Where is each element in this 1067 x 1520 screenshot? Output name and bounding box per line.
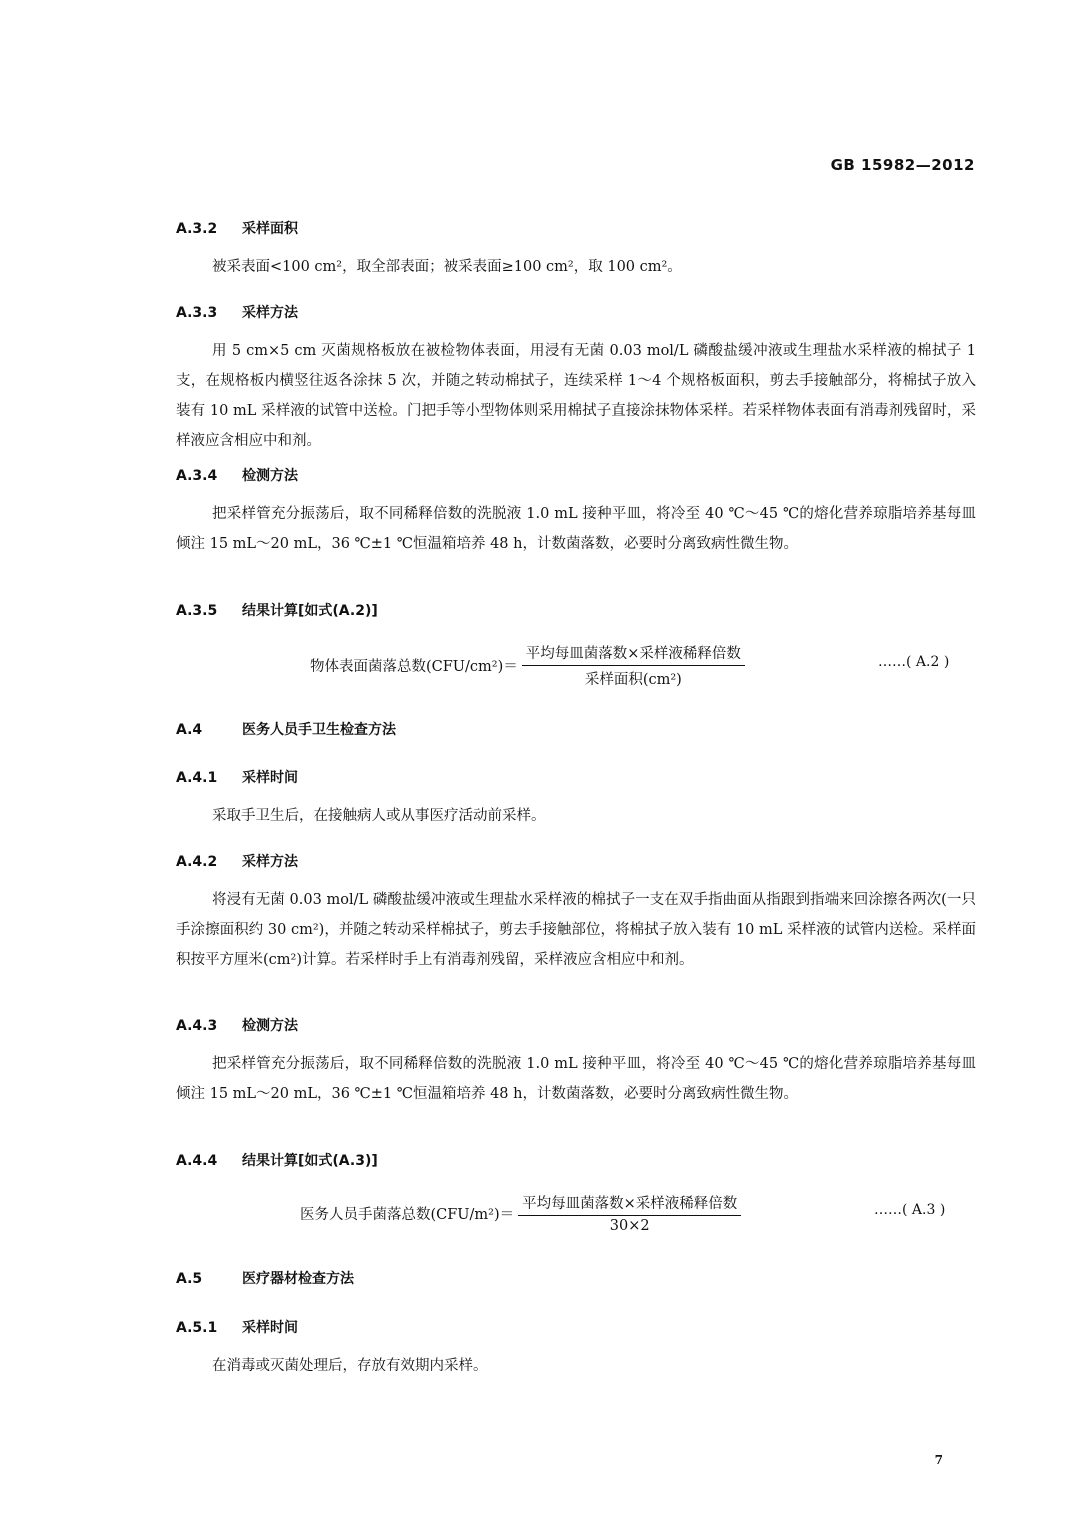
- section-heading-a43: [176, 1015, 298, 1035]
- section-number: A.5.1: [176, 1320, 218, 1336]
- section-title: 采样时间: [242, 1320, 298, 1336]
- section-heading-a42: [176, 851, 298, 871]
- section-body-a42: 将浸有无菌 0.03 mol/L 磷酸盐缓冲液或生理盐水采样液的棉拭子一支在双手指曲面从指跟到指端来回涂擦各两次(一只手涂擦面积约 30 cm²)，并随之转动采样棉拭子，剪去手接触部位，将棉拭子放入装有 10 mL 采样液的试管内送检。采样面积按平方厘米(cm²)计算。若采样时手上有消毒剂残留，采样液应含相应中和剂。: [176, 892, 976, 968]
- section-heading-a51: [176, 1317, 298, 1337]
- formula-a2: [310, 642, 745, 689]
- equation-number-a2: ……( A.2 ): [878, 654, 950, 670]
- section-heading-a4: [176, 719, 396, 739]
- section-number: A.4.3: [176, 1018, 218, 1034]
- section-title: 结果计算[如式(A.3)]: [242, 1153, 378, 1169]
- section-number: A.3.3: [176, 305, 218, 321]
- section-body-a51: 在消毒或灭菌处理后，存放有效期内采样。: [212, 1358, 488, 1374]
- section-heading-a33: [176, 302, 298, 322]
- formula-fraction: [522, 642, 745, 689]
- section-title: 医务人员手卫生检查方法: [242, 722, 396, 738]
- formula-denominator: 采样面积(cm²): [584, 672, 682, 688]
- section-body-a41: 采取手卫生后，在接触病人或从事医疗活动前采样。: [212, 808, 546, 824]
- formula-fraction: [518, 1192, 741, 1234]
- section-title: 采样方法: [242, 854, 298, 870]
- page-number: 7: [934, 1453, 943, 1467]
- section-title: 医疗器材检查方法: [242, 1271, 354, 1287]
- section-number: A.3.2: [176, 221, 218, 237]
- section-number: A.3.5: [176, 603, 218, 619]
- section-number: A.3.4: [176, 468, 218, 484]
- standard-code: GB 15982—2012: [830, 156, 975, 174]
- section-title: 检测方法: [242, 1018, 298, 1034]
- section-heading-a5: [176, 1268, 354, 1288]
- section-title: 采样面积: [242, 221, 298, 237]
- section-number: A.4.4: [176, 1153, 218, 1169]
- section-heading-a35: [176, 600, 378, 620]
- section-number: A.4.1: [176, 770, 218, 786]
- formula-lhs: 物体表面菌落总数(CFU/cm²)＝: [310, 659, 518, 675]
- formula-numerator: 平均每皿菌落数×采样液稀释倍数: [522, 642, 745, 666]
- section-heading-a32: [176, 218, 298, 238]
- section-body-a34: 把采样管充分振荡后，取不同稀释倍数的洗脱液 1.0 mL 接种平皿，将冷至 40 ℃～45 ℃的熔化营养琼脂培养基每皿倾注 15 mL～20 mL，36 ℃±1 ℃恒温箱培养 48 h，计数菌落数，必要时分离致病性微生物。: [176, 506, 976, 552]
- section-heading-a34: [176, 465, 298, 485]
- formula-denominator: 30×2: [609, 1218, 650, 1234]
- section-title: 采样方法: [242, 305, 298, 321]
- formula-numerator: 平均每皿菌落数×采样液稀释倍数: [518, 1192, 741, 1216]
- section-number: A.4.2: [176, 854, 218, 870]
- section-body-a32: 被采表面<100 cm²，取全部表面；被采表面≥100 cm²，取 100 cm²。: [212, 259, 682, 275]
- equation-number-a3: ……( A.3 ): [874, 1202, 946, 1218]
- section-number: A.5: [176, 1271, 203, 1287]
- section-title: 结果计算[如式(A.2)]: [242, 603, 378, 619]
- section-body-a43: 把采样管充分振荡后，取不同稀释倍数的洗脱液 1.0 mL 接种平皿，将冷至 40 ℃～45 ℃的熔化营养琼脂培养基每皿倾注 15 mL～20 mL，36 ℃±1 ℃恒温箱培养 48 h，计数菌落数，必要时分离致病性微生物。: [176, 1056, 976, 1102]
- section-heading-a41: [176, 767, 298, 787]
- section-heading-a44: [176, 1150, 378, 1170]
- formula-lhs: 医务人员手菌落总数(CFU/m²)＝: [300, 1206, 515, 1223]
- section-title: 检测方法: [242, 468, 298, 484]
- formula-a3: [300, 1192, 741, 1234]
- section-number: A.4: [176, 722, 203, 738]
- section-title: 采样时间: [242, 770, 298, 786]
- section-body-a33: 用 5 cm×5 cm 灭菌规格板放在被检物体表面，用浸有无菌 0.03 mol/L 磷酸盐缓冲液或生理盐水采样液的棉拭子 1 支，在规格板内横竖往返各涂抹 5 次，并随之转动棉拭子，连续采样 1～4 个规格板面积，剪去手接触部分，将棉拭子放入装有 10 mL 采样液的试管中送检。门把手等小型物体则采用棉拭子直接涂抹物体采样。若采样物体表面有消毒剂残留时，采样液应含相应中和剂。: [176, 343, 976, 449]
